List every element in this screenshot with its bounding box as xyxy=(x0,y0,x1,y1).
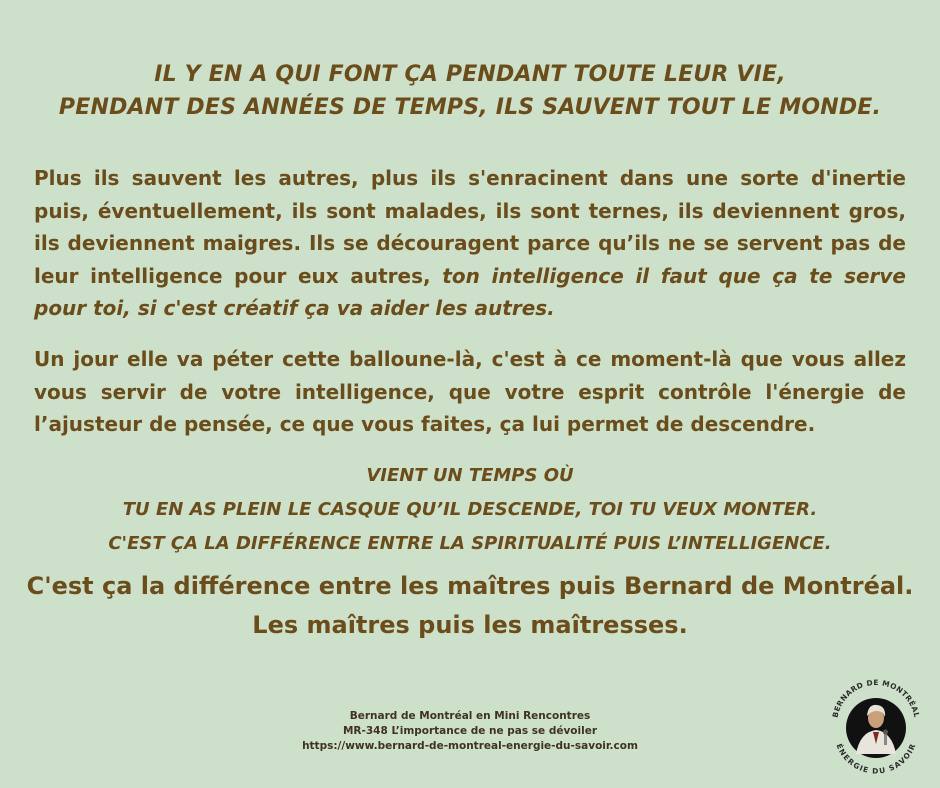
closing-line-1: C'est ça la différence entre les maîtres puis Bernard de Montréal. xyxy=(26,572,914,600)
quote-line-3: C'EST ÇA LA DIFFÉRENCE ENTRE LA SPIRITUALITÉ PUIS L’INTELLIGENCE. xyxy=(108,533,832,554)
headline xyxy=(0,58,940,124)
logo-bottom-text: ÉNERGIE DU SAVOIR xyxy=(834,742,918,776)
bernard-de-montreal-logo xyxy=(828,672,924,780)
quote-line-1: VIENT UN TEMPS OÙ xyxy=(366,465,574,486)
paragraph-1-text: Plus ils sauvent les autres, plus ils s'enracinent dans une sorte d'inertie puis, éventuellement, ils sont malades, ils sont ternes, ils deviennent gros, ils deviennent maigres. Ils se découragent parce qu’ils ne se servent pas de leur intelligence pour eux autres, xyxy=(34,166,906,288)
footer-episode: MR-348 L’importance de ne pas se dévoiler xyxy=(342,725,598,737)
closing-line-2: Les maîtres puis les maîtresses. xyxy=(252,611,688,639)
footer-source: Bernard de Montréal en Mini Rencontres xyxy=(349,710,591,722)
paragraph-1 xyxy=(34,162,906,325)
quote-line-2: TU EN AS PLEIN LE CASQUE QU’IL DESCENDE, TOI TU VEUX MONTER. xyxy=(122,499,818,520)
headline-line-1: IL Y EN A QUI FONT ÇA PENDANT TOUTE LEUR VIE, xyxy=(154,62,786,87)
paragraph-2 xyxy=(34,343,906,441)
closing-statement xyxy=(0,567,940,645)
logo-top-text: BERNARD DE MONTRÉAL xyxy=(830,678,922,719)
quote-block xyxy=(0,459,940,561)
footer-url[interactable]: https://www.bernard-de-montreal-energie-du-savoir.com xyxy=(302,740,638,752)
headline-line-2: PENDANT DES ANNÉES DE TEMPS, ILS SAUVENT TOUT LE MONDE. xyxy=(58,95,882,120)
paragraph-1-emphasis: ton intelligence il faut que ça te serve pour toi, si c'est créatif ça va aider les autres. xyxy=(34,263,906,320)
footer-credits xyxy=(0,709,940,754)
paragraph-2-text: Un jour elle va péter cette balloune-là, c'est à ce moment-là que vous allez vous servir de votre intelligence, que votre esprit contrôle l'énergie de l’ajusteur de pensée, ce que vous faites, ça lui permet de descendre. xyxy=(34,347,906,436)
